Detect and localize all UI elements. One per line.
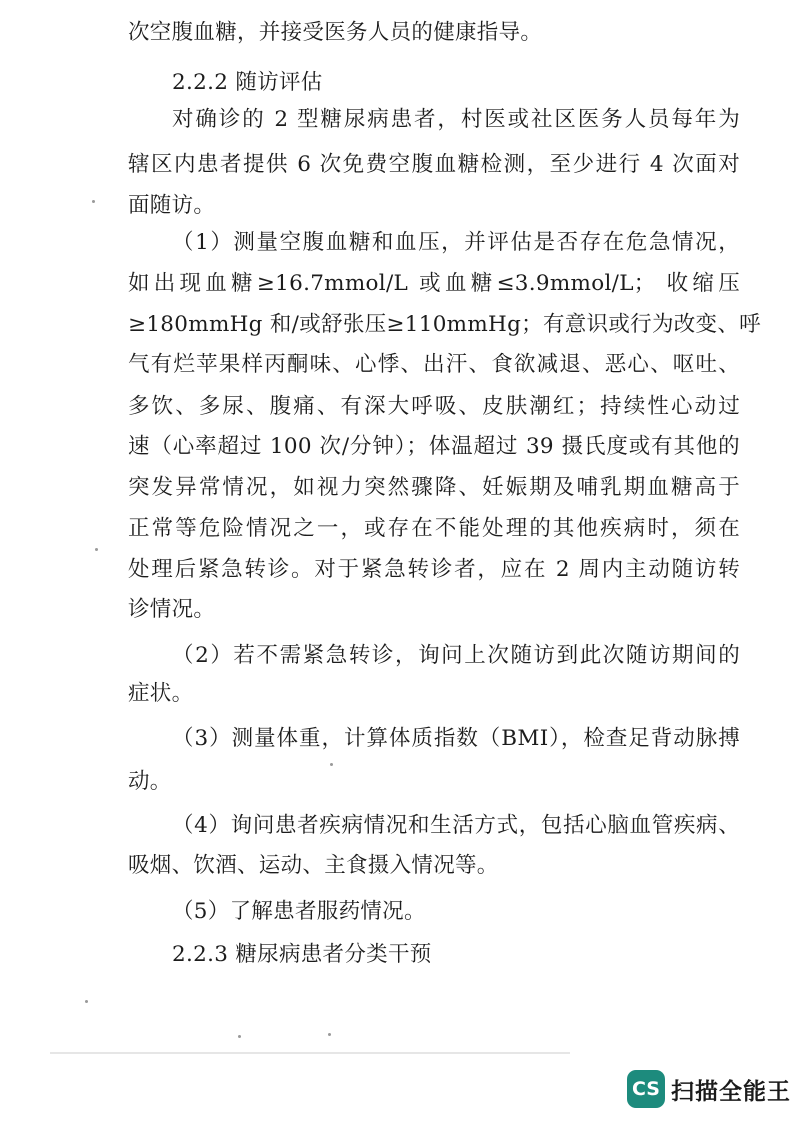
scan-speck (95, 548, 98, 551)
text-line: 正常等危险情况之一，或存在不能处理的其他疾病时，须在 (128, 516, 740, 541)
scan-speck (238, 1035, 241, 1038)
text-line: 多饮、多尿、腹痛、有深大呼吸、皮肤潮红；持续性心动过 (128, 394, 740, 419)
text-line: 吸烟、饮酒、运动、主食摄入情况等。 (128, 853, 499, 878)
text-line: ≥180mmHg 和/或舒张压≥110mmHg；有意识或行为改变、呼 (128, 312, 761, 337)
scan-speck (85, 1000, 88, 1003)
scan-speck (330, 763, 333, 766)
text-line: 气有烂苹果样丙酮味、心悸、出汗、食欲减退、恶心、呕吐、 (128, 352, 740, 377)
list-item-4: （4）询问患者疾病情况和生活方式，包括心脑血管疾病、 (172, 813, 740, 838)
text-line: 辖区内患者提供 6 次免费空腹血糖检测，至少进行 4 次面对 (128, 152, 740, 177)
text-line: 处理后紧急转诊。对于紧急转诊者，应在 2 周内主动随访转 (128, 557, 740, 582)
list-item-2: （2）若不需紧急转诊，询问上次随访到此次随访期间的 (172, 643, 740, 668)
text-line: 速（心率超过 100 次/分钟）；体温超过 39 摄氏度或有其他的 (128, 434, 740, 459)
camscanner-watermark (627, 1070, 791, 1108)
camscanner-logo-icon: CS (627, 1070, 665, 1108)
section-heading-2-2-3: 2.2.3 糖尿病患者分类干预 (172, 942, 432, 967)
text-line: 诊情况。 (128, 597, 216, 622)
scan-speck (92, 200, 95, 203)
text-line: 症状。 (128, 681, 194, 706)
list-item-5: （5）了解患者服药情况。 (172, 899, 426, 924)
list-item-1: （1）测量空腹血糖和血压，并评估是否存在危急情况， (172, 230, 740, 255)
text-line: 动。 (128, 769, 172, 794)
watermark-text: 扫描全能王 (671, 1078, 791, 1105)
text-line: 面随访。 (128, 193, 216, 218)
scan-smudge (50, 1052, 570, 1054)
section-heading-2-2-2: 2.2.2 随访评估 (172, 70, 323, 95)
scan-speck (328, 1033, 331, 1036)
text-line: 对确诊的 2 型糖尿病患者，村医或社区医务人员每年为 (172, 107, 740, 132)
text-line: 如出现血糖≥16.7mmol/L 或血糖≤3.9mmol/L； 收缩压 (128, 271, 740, 296)
text-line: 次空腹血糖，并接受医务人员的健康指导。 (128, 20, 543, 45)
list-item-3: （3）测量体重，计算体质指数（BMI），检查足背动脉搏 (172, 726, 740, 751)
text-line: 突发异常情况，如视力突然骤降、妊娠期及哺乳期血糖高于 (128, 475, 740, 500)
